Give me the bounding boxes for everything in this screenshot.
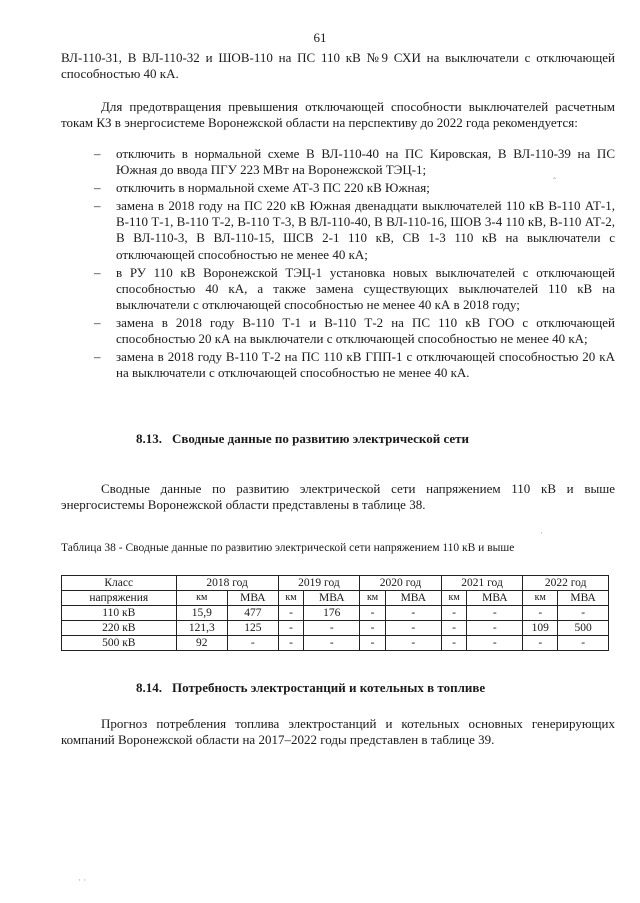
table-cell: 109 bbox=[523, 621, 558, 636]
list-item bbox=[61, 315, 615, 347]
table-cell: - bbox=[304, 621, 360, 636]
unit-km: км bbox=[441, 591, 467, 606]
table-row bbox=[62, 636, 609, 651]
list-item-text: замена в 2018 году В-110 Т-2 на ПС 110 кВ ГПП-1 с отключающей способностью 20 кА на выключатели с отключающей способностью не менее 40 кА. bbox=[116, 349, 615, 381]
voltage-header: напряжения bbox=[62, 591, 177, 606]
year-header: 2018 год bbox=[176, 576, 278, 591]
row-label: 110 кВ bbox=[62, 606, 177, 621]
list-item bbox=[61, 265, 615, 313]
recommendations-list bbox=[61, 146, 615, 383]
unit-km: км bbox=[360, 591, 386, 606]
year-header: 2021 год bbox=[441, 576, 523, 591]
dash-marker: – bbox=[94, 180, 101, 196]
table-cell: - bbox=[467, 606, 523, 621]
list-item bbox=[61, 198, 615, 262]
table-cell: - bbox=[523, 636, 558, 651]
section-title: Потребность электростанций и котельных в топливе bbox=[172, 680, 486, 695]
dash-marker: – bbox=[94, 198, 101, 214]
list-item-text: отключить в нормальной схеме АТ-3 ПС 220 кВ Южная; bbox=[116, 180, 430, 196]
section-title: Сводные данные по развитию электрической сети bbox=[172, 431, 470, 446]
table-cell: 92 bbox=[176, 636, 227, 651]
table-cell: - bbox=[558, 606, 609, 621]
year-header: 2020 год bbox=[360, 576, 442, 591]
unit-km: км bbox=[523, 591, 558, 606]
scan-speck: · bbox=[540, 528, 543, 538]
table-cell: 477 bbox=[227, 606, 278, 621]
table-cell: - bbox=[385, 621, 441, 636]
table-cell: - bbox=[227, 636, 278, 651]
table-cell: - bbox=[360, 621, 386, 636]
unit-km: км bbox=[176, 591, 227, 606]
unit-mva: МВА bbox=[304, 591, 360, 606]
section-heading-8-14 bbox=[0, 680, 640, 696]
table-cell: - bbox=[441, 606, 467, 621]
year-header: 2022 год bbox=[523, 576, 609, 591]
paragraph-recommendations-intro: Для предотвращения превышения отключающей способности выключателей расчетным токам КЗ в энергосистеме Воронежской области на перспективу до 2022 года рекомендуется: bbox=[61, 99, 615, 131]
row-label: 500 кВ bbox=[62, 636, 177, 651]
dash-marker: – bbox=[94, 314, 101, 330]
table-cell: - bbox=[441, 621, 467, 636]
paragraph-summary: Сводные данные по развитию электрической сети напряжением 110 кВ и выше энергосистемы Воронежской области представлены в таблице 38. bbox=[61, 481, 615, 513]
dash-marker: – bbox=[94, 146, 101, 161]
list-item bbox=[61, 349, 615, 381]
table-cell: - bbox=[467, 621, 523, 636]
class-header: Класс bbox=[62, 576, 177, 591]
row-label: 220 кВ bbox=[62, 621, 177, 636]
list-item bbox=[61, 146, 615, 178]
table-cell: - bbox=[278, 636, 304, 651]
table-cell: - bbox=[278, 621, 304, 636]
table-subheader-row bbox=[62, 591, 609, 606]
table-caption: Таблица 38 - Сводные данные по развитию электрической сети напряжением 110 кВ и выше bbox=[61, 542, 515, 554]
table-cell: 15,9 bbox=[176, 606, 227, 621]
dash-marker: – bbox=[94, 264, 101, 280]
unit-mva: МВА bbox=[385, 591, 441, 606]
page-number: 61 bbox=[313, 30, 327, 45]
table-cell: - bbox=[278, 606, 304, 621]
paragraph-fuel-forecast: Прогноз потребления топлива электростанций и котельных основных генерирующих компаний Воронежской области на 2017–2022 годы представлен в таблице 39. bbox=[61, 716, 615, 748]
list-item-text: отключить в нормальной схеме В ВЛ-110-40 на ПС Кировская, В ВЛ-110-39 на ПС Южная до ввода ПГУ 223 МВт на Воронежской ТЭЦ-1; bbox=[116, 146, 615, 178]
table-header-row bbox=[62, 576, 609, 591]
table-row bbox=[62, 621, 609, 636]
scan-speck: ˆ bbox=[553, 176, 556, 186]
section-number: 8.14. bbox=[136, 680, 162, 695]
unit-mva: МВА bbox=[558, 591, 609, 606]
table-cell: 500 bbox=[558, 621, 609, 636]
table-cell: - bbox=[467, 636, 523, 651]
table-cell: - bbox=[304, 636, 360, 651]
table-cell: - bbox=[441, 636, 467, 651]
list-item-text: в РУ 110 кВ Воронежской ТЭЦ-1 установка новых выключателей с отключающей способностью 40 кА, а также замена существующих выключателей 110 кВ на выключатели с отключающей способностью не менее 40 кА в 2018 году; bbox=[116, 264, 615, 312]
table-cell: 176 bbox=[304, 606, 360, 621]
scan-speck: · · bbox=[78, 875, 87, 885]
list-item-text: замена в 2018 году на ПС 220 кВ Южная двенадцати выключателей 110 кВ В-110 АТ-1, В-110 Т-1, В-110 Т-2, В-110 Т-3, В ВЛ-110-40, В ВЛ-110-16, ШОВ 3-4 110 кВ, В-110 АТ-2, В ВЛ-110-3, В ВЛ-110-15, ШСВ 2-1 110 кВ, СВ 1-3 110 кВ на выключатели с отключающей способностью не менее 40 кА; bbox=[116, 198, 615, 262]
section-number: 8.13. bbox=[136, 431, 162, 446]
section-heading-8-13 bbox=[0, 431, 640, 447]
table-cell: 125 bbox=[227, 621, 278, 636]
table-cell: - bbox=[523, 606, 558, 621]
table-cell: - bbox=[360, 636, 386, 651]
table-row bbox=[62, 606, 609, 621]
year-header: 2019 год bbox=[278, 576, 360, 591]
paragraph-continuation: ВЛ-110-31, В ВЛ-110-32 и ШОВ-110 на ПС 110 кВ №9 СХИ на выключатели с отключающей способностью 40 кА. bbox=[61, 50, 615, 82]
table-cell: 121,3 bbox=[176, 621, 227, 636]
dash-marker: – bbox=[94, 349, 101, 365]
table-cell: - bbox=[558, 636, 609, 651]
grid-development-table bbox=[61, 575, 609, 651]
list-item bbox=[61, 180, 615, 196]
unit-mva: МВА bbox=[227, 591, 278, 606]
table-cell: - bbox=[385, 606, 441, 621]
unit-km: км bbox=[278, 591, 304, 606]
table-cell: - bbox=[385, 636, 441, 651]
unit-mva: МВА bbox=[467, 591, 523, 606]
list-item-text: замена в 2018 году В-110 Т-1 и В-110 Т-2 на ПС 110 кВ ГОО с отключающей способностью 20 кА на выключатели с отключающей способностью не менее 40 кА; bbox=[116, 314, 615, 347]
table-cell: - bbox=[360, 606, 386, 621]
